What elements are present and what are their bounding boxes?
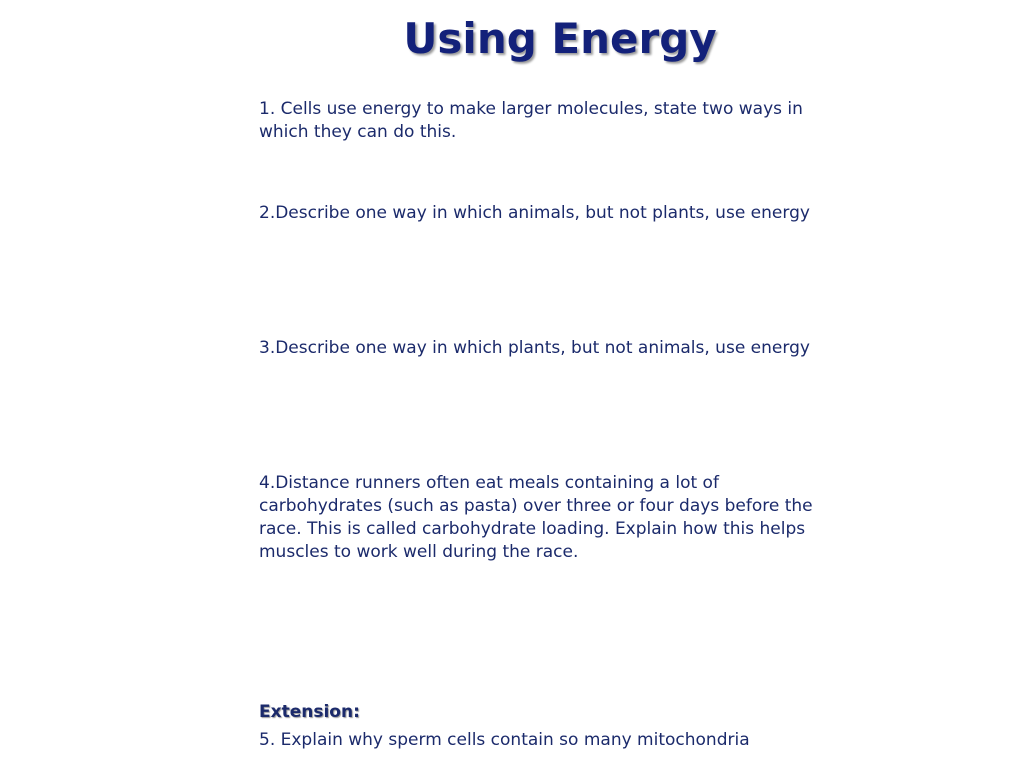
question-1: 1. Cells use energy to make larger molecules, state two ways in which they can do this. xyxy=(259,99,803,142)
question-4: 4.Distance runners often eat meals containing a lot of carbohydrates (such as pasta) over three or four days before the race. This is called carbohydrate loading. Explain how this helps muscles to work well during the race. xyxy=(259,473,813,562)
extension-label: Extension: xyxy=(259,702,360,722)
question-3: 3.Describe one way in which plants, but not animals, use energy xyxy=(259,338,810,358)
question-5: 5. Explain why sperm cells contain so many mitochondria xyxy=(259,730,750,750)
question-2: 2.Describe one way in which animals, but not plants, use energy xyxy=(259,203,810,223)
page-title: Using Energy xyxy=(403,14,717,63)
